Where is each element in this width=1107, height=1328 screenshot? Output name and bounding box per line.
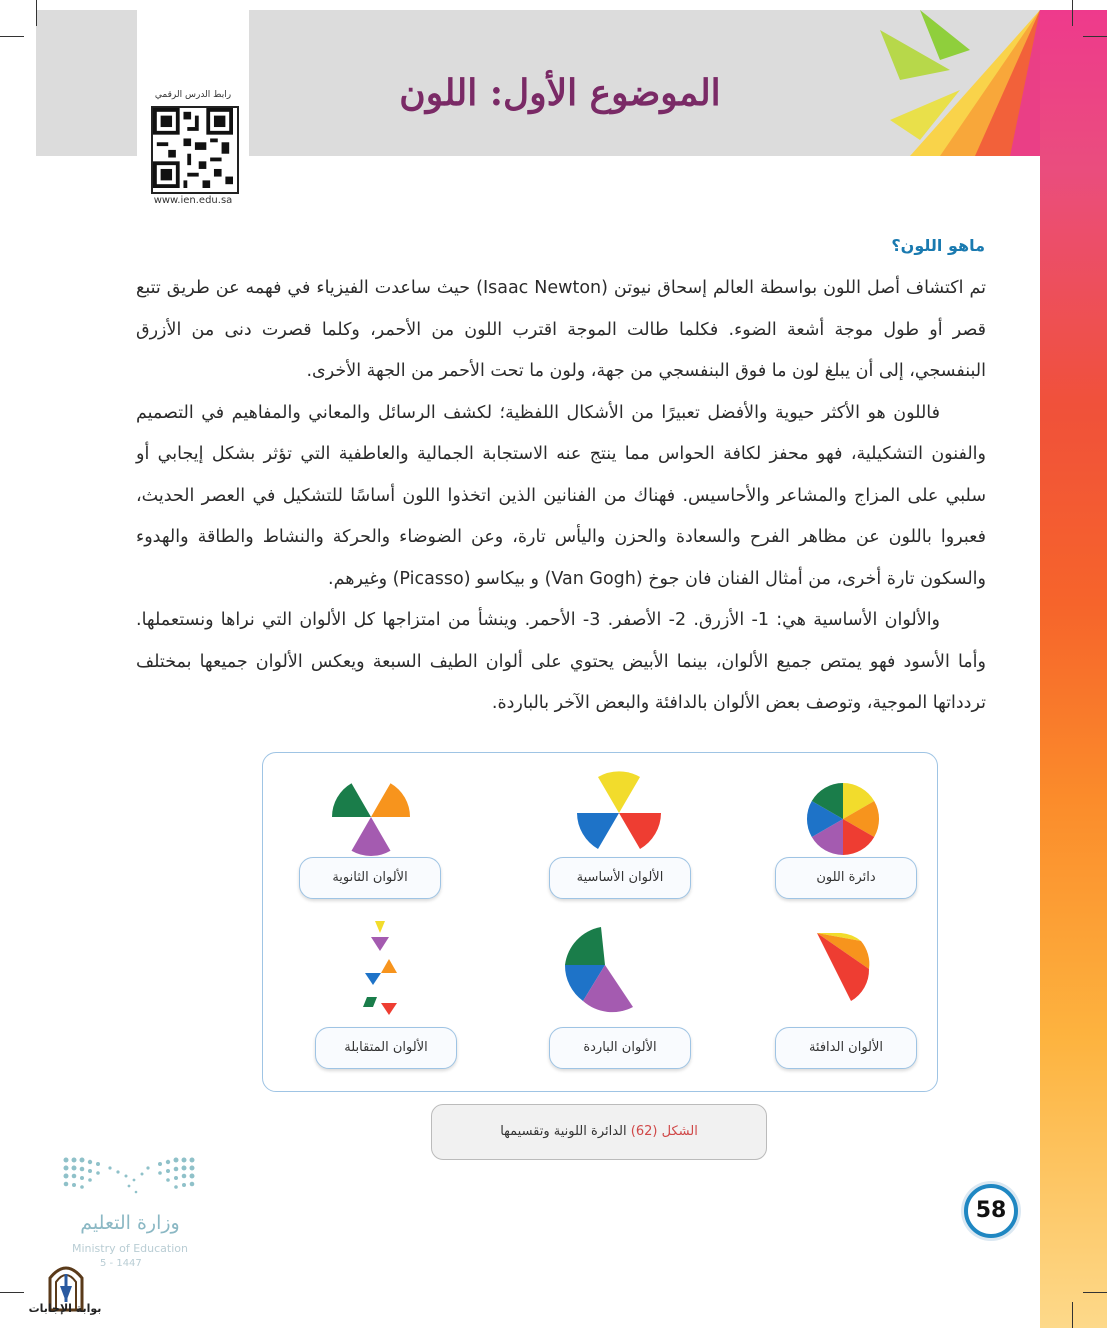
paragraph-2: فاللون هو الأكثر حيوية والأفضل تعبيرًا من الأشكال اللفظية؛ لكشف الرسائل والمعاني والمفاهيم في التصميم والفنون التشكيلية، فهو محفز لكافة الحواس مما ينتج عنه الاستجابة الجمالية والعاطفية التي تؤثر بشكل إيجابي أو سلبي على المزاج والمشاعر والأحاسيس. فهناك من الفنانين الذين اتخذوا اللون أساسًا للتشكيل في العصر الحديث، فعبروا باللون عن مظاهر الفرح والسعادة والحزن واليأس تارة، وعن الضوضاء والحركة والنشاط والطاقة والهدوء والسكون تارة أخرى، من أمثال الفنان فان جوخ (Van Gogh) و بيكاسو (Picasso) وغيرهم. xyxy=(136,402,986,589)
page-title: الموضوع الأول: اللون xyxy=(399,72,721,114)
decorative-color-strip xyxy=(1040,10,1107,1328)
body-text xyxy=(136,268,986,725)
page-number-badge xyxy=(958,1180,1024,1242)
figure-caption xyxy=(431,1104,767,1160)
complementary-colors-diagram xyxy=(359,917,403,1017)
cool-colors-diagram xyxy=(563,923,635,1013)
crop-mark xyxy=(1072,1302,1073,1328)
qr-caption: رابط الدرس الرقمي xyxy=(154,90,232,100)
label-complementary-colors: الألوان المتقابلة xyxy=(315,1027,457,1069)
label-secondary-colors: الألوان الثانوية xyxy=(299,857,441,899)
crop-mark xyxy=(36,0,37,26)
label-color-wheel: دائرة اللون xyxy=(775,857,917,899)
color-wheel-diagram xyxy=(803,779,883,859)
crop-mark xyxy=(1083,1292,1107,1293)
label-warm-colors: الألوان الدافئة xyxy=(775,1027,917,1069)
caption-text: الدائرة اللونية وتقسيمها xyxy=(500,1124,627,1139)
warm-colors-diagram xyxy=(811,929,875,1005)
caption-label: الشكل (62) xyxy=(630,1124,698,1139)
qr-code-icon[interactable] xyxy=(151,106,239,194)
edition-year: 5 - 1447 xyxy=(100,1258,142,1269)
paragraph-1: تم اكتشاف أصل اللون بواسطة العالم إسحاق نيوتن (Isaac Newton) حيث ساعدت الفيزياء في فهمه عن طريق تتبع قصر أو طول موجة أشعة الضوء. فكلما طالت الموجة اقترب اللون من الأحمر، وكلما قصرت دنى من الأزرق البنفسجي، إلى أن يبلغ لون ما فوق البنفسجي من جهة، ولون ما تحت الأحمر من الجهة الأخرى. xyxy=(136,278,986,381)
paragraph-3: والألوان الأساسية هي: 1- الأزرق. 2- الأصفر. 3- الأحمر. وينشأ من امتزاجها كل الألوان التي نراها ونستعملها. وأما الأسود فهو يمتص جميع الألوان، بينما الأبيض يحتوي على ألوان الطيف السبعة ويعكس الألوان جميعها بمختلف تردداتها الموجية، وتوصف بعض الألوان بالدافئة والبعض الآخر بالباردة. xyxy=(136,610,986,713)
crop-mark xyxy=(1083,36,1107,37)
label-primary-colors: الألوان الأساسية xyxy=(549,857,691,899)
crop-mark xyxy=(1072,0,1073,26)
ministry-name-en: Ministry of Education xyxy=(71,1242,188,1255)
section-heading: ماهو اللون؟ xyxy=(891,236,985,255)
secondary-colors-diagram xyxy=(327,777,415,857)
qr-panel xyxy=(137,10,249,218)
color-wheel-figure xyxy=(262,752,938,1092)
primary-colors-diagram xyxy=(571,769,667,857)
crop-mark xyxy=(0,36,24,37)
watermark-text: بوابة الإجابات xyxy=(28,1302,102,1315)
feather-decoration xyxy=(880,10,1040,156)
crop-mark xyxy=(0,1292,24,1293)
ministry-name-ar: وزارة التعليم xyxy=(80,1212,180,1234)
page-number: 58 xyxy=(964,1184,1018,1238)
label-cool-colors: الألوان الباردة xyxy=(549,1027,691,1069)
qr-url: www.ien.edu.sa xyxy=(153,195,233,206)
